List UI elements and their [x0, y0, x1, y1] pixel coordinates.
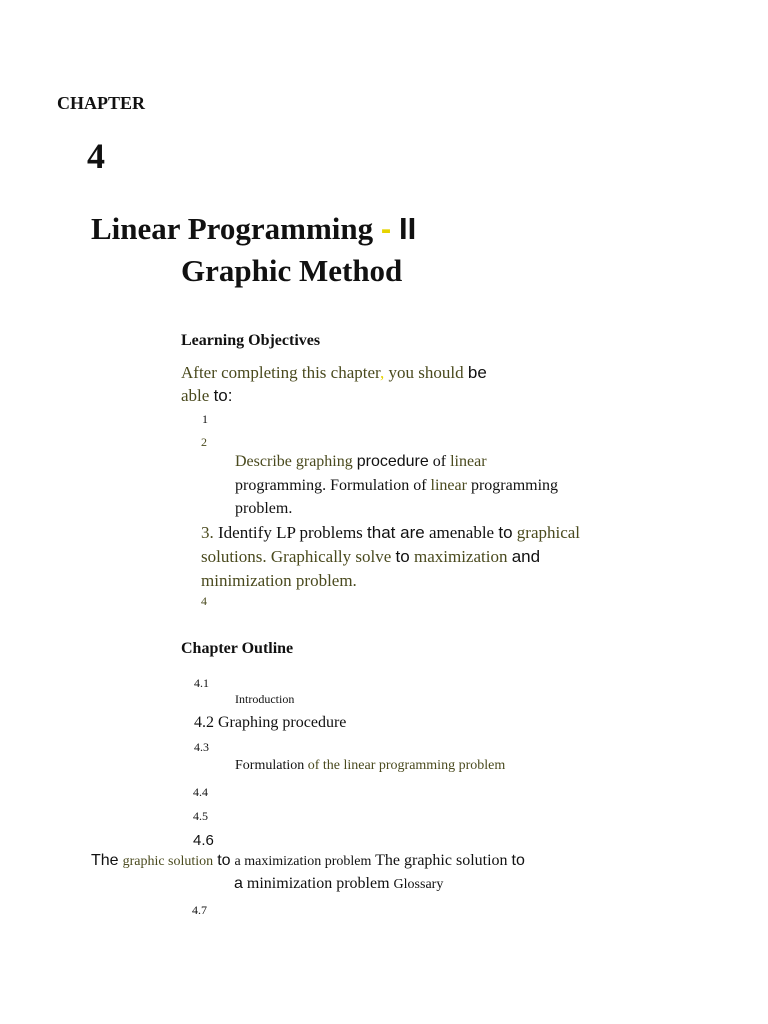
intro-comma: , [380, 363, 385, 382]
objective-text: to [395, 547, 410, 566]
objective-text: Describe graphing [235, 453, 353, 470]
outline-text: of the linear programming problem [307, 758, 506, 773]
outline-text: to [217, 852, 231, 869]
objective-line [235, 477, 558, 495]
list-number: 2 [201, 435, 207, 449]
outline-item: 4.2 Graphing procedure [194, 714, 347, 731]
chapter-label: CHAPTER [57, 93, 146, 113]
objective-line: problem. [235, 500, 293, 517]
outline-text: Glossary [393, 877, 444, 892]
outline-number: 4.6 [193, 832, 214, 849]
objective-number: 3. [201, 523, 214, 542]
objective-text: programming [470, 477, 559, 494]
title-dash: - [380, 211, 392, 246]
chapter-title [91, 211, 416, 247]
outline-text: a [234, 875, 243, 892]
objective-text: graphical [516, 523, 581, 542]
outline-text: to [511, 852, 525, 869]
objective-text: procedure [356, 453, 429, 470]
objective-text: Identify LP problems [218, 523, 363, 542]
chapter-number: 4 [87, 136, 105, 176]
intro-text: you should [388, 363, 464, 382]
outline-number: 4.3 [194, 740, 209, 754]
objective-line [235, 453, 487, 471]
outline-text: a maximization problem [234, 854, 372, 869]
learning-objectives-heading: Learning Objectives [181, 332, 321, 349]
outline-item-text [235, 758, 505, 774]
objective-text: amenable [428, 523, 495, 542]
learning-objectives-intro-cont [181, 386, 232, 406]
intro-text: be [467, 363, 487, 382]
objective-line [201, 547, 540, 567]
intro-text: After completing this chapter [181, 363, 381, 382]
objective-text: of [432, 453, 447, 470]
objective-text: to [498, 523, 513, 542]
title-part1: Linear Programming [91, 211, 374, 246]
title-part2: II [398, 211, 417, 246]
objective-text: and [511, 547, 541, 566]
intro-text: to: [213, 386, 233, 405]
objective-line [201, 523, 580, 543]
objective-text: that are [367, 523, 425, 542]
list-number: 4 [201, 594, 207, 608]
chapter-subtitle: Graphic Method [181, 253, 403, 288]
objective-text: programming. Formulation of [235, 477, 427, 494]
outline-text: minimization problem [246, 875, 390, 892]
outline-item-text [91, 852, 525, 870]
objective-text: linear [430, 477, 467, 494]
objective-text: . Graphically solve [262, 547, 392, 566]
outline-number: 4.7 [192, 903, 207, 917]
outline-text: The [91, 852, 119, 869]
list-number: 1 [202, 412, 208, 426]
outline-text: graphic solution [122, 854, 214, 869]
objective-text: solutions [201, 547, 263, 566]
outline-item-text [234, 875, 443, 893]
objective-text: maximization [413, 547, 508, 566]
intro-text: able [181, 386, 210, 405]
outline-text: The graphic solution [375, 852, 508, 869]
outline-number: 4.4 [193, 785, 208, 799]
outline-text: Formulation [235, 758, 305, 773]
outline-number: 4.1 [194, 676, 209, 690]
outline-item-text: Introduction [235, 692, 295, 706]
objective-line: minimization problem. [201, 571, 357, 590]
learning-objectives-intro [181, 363, 487, 383]
objective-text: linear [450, 453, 487, 470]
outline-number: 4.5 [193, 809, 208, 823]
chapter-outline-heading: Chapter Outline [181, 640, 294, 657]
